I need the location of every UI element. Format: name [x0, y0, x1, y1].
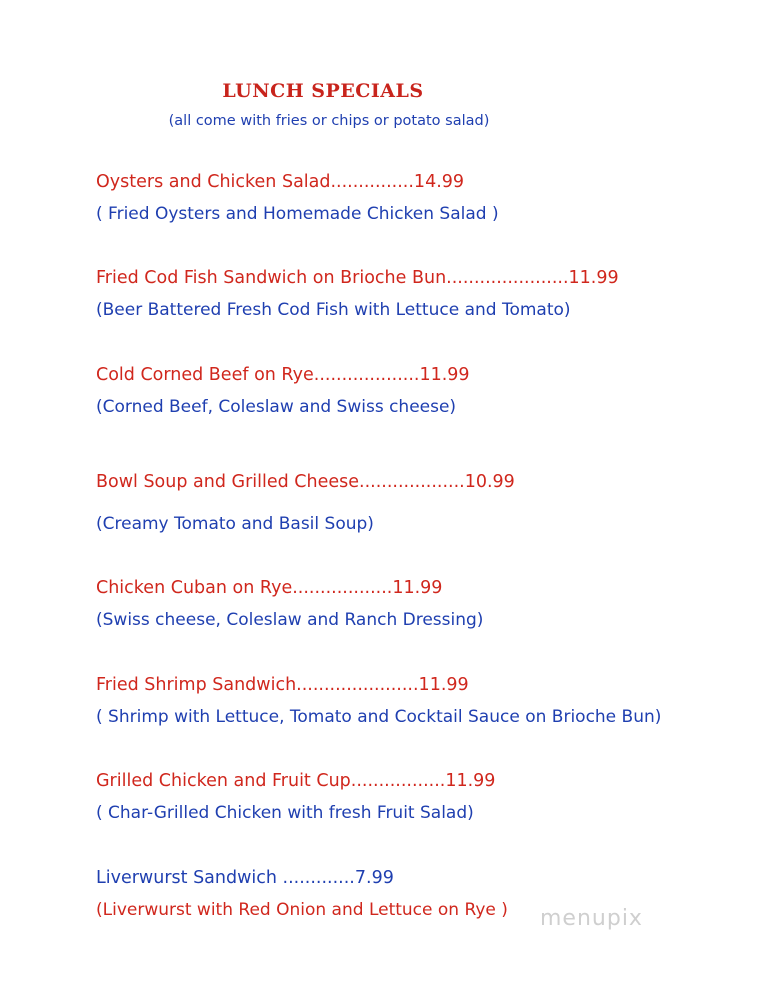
menu-subtitle: (all come with fries or chips or potato salad)	[168, 113, 490, 129]
menu-item-name-price: Liverwurst Sandwich .............7.99	[96, 868, 394, 888]
menu-item	[96, 170, 716, 226]
menu-item-description: ( Shrimp with Lettuce, Tomato and Cocktail Sauce on Brioche Bun)	[96, 707, 662, 727]
menu-item	[96, 470, 716, 536]
menu-item-name-price: Chicken Cuban on Rye..................11.99	[96, 578, 443, 598]
watermark: menupix	[540, 906, 643, 931]
menu-item-name-price: Fried Shrimp Sandwich......................11.99	[96, 675, 469, 695]
menu-item-name-price: Bowl Soup and Grilled Cheese...................10.99	[96, 472, 515, 492]
menu-item	[96, 266, 716, 322]
menu-item-description: (Creamy Tomato and Basil Soup)	[96, 514, 374, 534]
menu-item-description: (Beer Battered Fresh Cod Fish with Lettuce and Tomato)	[96, 300, 571, 320]
menu-title: LUNCH SPECIALS	[222, 80, 424, 102]
menu-item-description: ( Char-Grilled Chicken with fresh Fruit Salad)	[96, 803, 474, 823]
menu-item-name-price: Fried Cod Fish Sandwich on Brioche Bun......................11.99	[96, 268, 619, 288]
menu-item-description: (Corned Beef, Coleslaw and Swiss cheese)	[96, 397, 457, 417]
menu-item	[96, 576, 716, 632]
menu-item	[96, 673, 716, 729]
menu-item-description: (Swiss cheese, Coleslaw and Ranch Dressing)	[96, 610, 484, 630]
menu-item	[96, 769, 716, 825]
menu-item-name-price: Oysters and Chicken Salad...............14.99	[96, 172, 465, 192]
menu-item-name-price: Grilled Chicken and Fruit Cup.................11.99	[96, 771, 496, 791]
menu-item-name-price: Cold Corned Beef on Rye...................11.99	[96, 365, 470, 385]
menu-item-description: (Liverwurst with Red Onion and Lettuce on Rye )	[96, 900, 508, 920]
menu-item	[96, 363, 716, 419]
menu-item-description: ( Fried Oysters and Homemade Chicken Salad )	[96, 204, 499, 224]
